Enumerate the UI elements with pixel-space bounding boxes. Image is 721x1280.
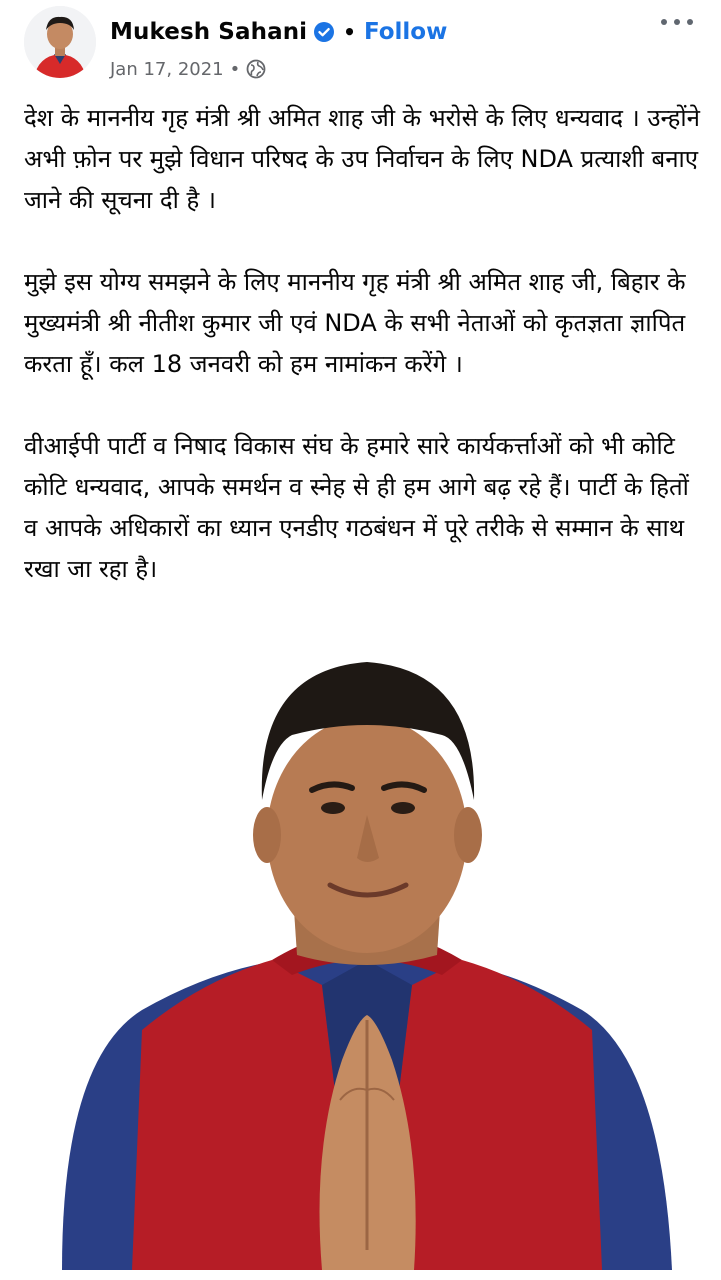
globe-icon — [246, 59, 266, 79]
more-options-icon — [660, 18, 694, 26]
post-photo[interactable] — [22, 630, 700, 1270]
name-separator: • — [343, 20, 356, 44]
follow-button[interactable]: Follow — [363, 19, 448, 45]
post-meta — [110, 56, 266, 82]
post-paragraph: वीआईपी पार्टी व निषाद विकास संघ के हमारे सारे कार्यकर्त्ताओं को भी कोटि कोटि धन्यवाद, आपके समर्थन व स्नेह से ही हम आगे बढ़ रहे हैं। पार्टी के हितों व आपके अधिकारों का ध्यान एनडीए गठबंधन में पूरे तरीके से सम्मान के साथ रखा जा रहा है। — [24, 432, 689, 583]
post-paragraph: देश के माननीय गृह मंत्री श्री अमित शाह जी के भरोसे के लिए धन्यवाद । उन्होंने अभी फ़ोन पर मुझे विधान परिषद के उप निर्वाचन के लिए NDA प्रत्याशी बनाए जाने की सूचना दी है । — [24, 104, 700, 214]
author-name[interactable]: Mukesh Sahani — [110, 19, 308, 45]
post-paragraph: मुझे इस योग्य समझने के लिए माननीय गृह मंत्री श्री अमित शाह जी, बिहार के मुख्यमंत्री श्री नीतीश कुमार जी एवं NDA के सभी नेताओं को कृतज्ञता ज्ञापित करता हूँ। कल 18 जनवरी को हम नामांकन करेंगे । — [24, 268, 686, 378]
avatar-portrait — [24, 6, 96, 78]
post-header — [0, 0, 721, 90]
post-body — [24, 98, 700, 590]
namaste-portrait-image — [22, 630, 700, 1270]
verified-badge-icon — [313, 21, 335, 43]
meta-separator: • — [229, 58, 241, 80]
post-date[interactable]: Jan 17, 2021 — [110, 58, 224, 80]
author-avatar[interactable] — [24, 6, 96, 78]
author-line — [110, 16, 447, 48]
more-options-button[interactable] — [655, 8, 699, 36]
